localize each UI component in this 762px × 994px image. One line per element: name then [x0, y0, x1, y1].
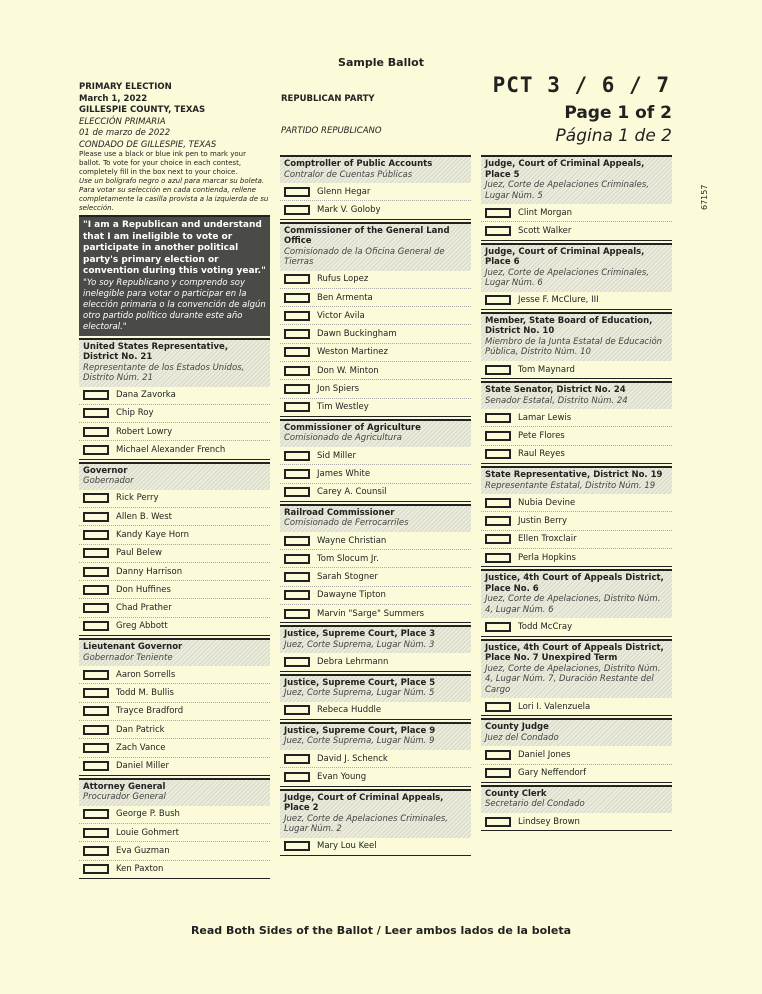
race — [481, 155, 672, 241]
vote-checkbox[interactable] — [284, 590, 310, 600]
race — [481, 785, 672, 831]
race-title: Commissioner of Agriculture — [284, 422, 421, 433]
candidate-name: James White — [317, 468, 371, 479]
candidate-name: Debra Lehrmann — [317, 656, 389, 667]
vote-checkbox[interactable] — [284, 293, 310, 303]
race — [79, 778, 270, 879]
race-header — [280, 724, 471, 750]
candidate-option[interactable] — [280, 702, 471, 720]
race-title-es: Juez, Corte de Apelaciones Criminales, Lugar Núm. 6 — [485, 267, 649, 289]
vote-checkbox[interactable] — [485, 431, 511, 441]
vote-checkbox[interactable] — [284, 384, 310, 394]
candidate-name: Don Huffines — [116, 584, 171, 595]
candidate-option[interactable] — [481, 618, 672, 636]
candidate-name: Rick Perry — [116, 493, 159, 504]
candidate-name: Clint Morgan — [518, 207, 572, 218]
candidate-name: Victor Avila — [317, 310, 365, 321]
vote-checkbox[interactable] — [284, 536, 310, 546]
race-title: Judge, Court of Criminal Appeals, Place 6 — [485, 246, 645, 268]
candidate-name: Daniel Miller — [116, 761, 169, 772]
candidate-option[interactable] — [79, 703, 270, 721]
race — [280, 674, 471, 720]
candidate-name: Don W. Minton — [317, 365, 379, 376]
election-date: March 1, 2022 — [79, 93, 148, 104]
candidate-option[interactable] — [481, 512, 672, 530]
candidate-name: Dawn Buckingham — [317, 329, 397, 340]
race-title-es: Miembro de la Junta Estatal de Educación Pública, Distrito Núm. 10 — [485, 336, 663, 358]
race-header — [280, 676, 471, 702]
candidate-option[interactable] — [481, 409, 672, 427]
candidate-name: Rebeca Huddle — [317, 705, 382, 716]
race — [79, 338, 270, 460]
race-header — [481, 720, 672, 746]
candidate-name: Eva Guzman — [116, 846, 170, 857]
race — [481, 639, 672, 717]
candidate-name: Todd M. Bullis — [116, 688, 174, 698]
party-name-es: PARTIDO REPUBLICANO — [281, 126, 382, 136]
candidate-option[interactable] — [280, 271, 471, 289]
vote-checkbox[interactable] — [284, 366, 310, 376]
candidate-name: Lori I. Valenzuela — [518, 701, 591, 712]
race-title-es: Gobernador — [83, 476, 134, 487]
candidate-name: Dana Zavorka — [116, 390, 176, 401]
vote-checkbox[interactable] — [284, 657, 310, 667]
vote-checkbox[interactable] — [284, 705, 310, 715]
vote-checkbox[interactable] — [83, 603, 109, 613]
candidate-option[interactable] — [280, 325, 471, 343]
vote-checkbox[interactable] — [485, 498, 511, 508]
vote-checkbox[interactable] — [284, 402, 310, 412]
candidate-option[interactable] — [280, 532, 471, 550]
candidate-name: Chad Prather — [116, 603, 172, 614]
candidate-name: Aaron Sorrells — [116, 669, 176, 680]
candidate-option[interactable] — [79, 490, 270, 508]
candidate-option[interactable] — [481, 746, 672, 764]
candidate-name: David J. Schenck — [317, 753, 388, 764]
race — [481, 243, 672, 310]
affirmation-es: "Yo soy Republicano y comprendo soy inelegible para votar o participar en la elección primaria o la convención de algún otro partido político durante este año electoral." — [83, 277, 266, 332]
race-title-es: Representante de los Estados Unidos, Distrito Núm. 21 — [83, 362, 245, 383]
vote-checkbox[interactable] — [83, 688, 109, 698]
candidate-option[interactable] — [79, 545, 270, 563]
race-title-es: Procurador General — [83, 792, 166, 803]
vote-checkbox[interactable] — [284, 609, 310, 619]
candidate-name: Greg Abbott — [116, 621, 168, 632]
candidate-name: Mary Lou Keel — [317, 841, 377, 852]
race-title: County Clerk — [485, 788, 547, 799]
race-title: United States Representative, District No. 21 — [83, 341, 229, 362]
candidate-name: Todd McCray — [518, 621, 573, 632]
election-county: GILLESPIE COUNTY, TEXAS — [79, 105, 206, 115]
candidate-option[interactable] — [280, 768, 471, 786]
vote-checkbox[interactable] — [485, 622, 511, 632]
candidate-option[interactable] — [280, 653, 471, 671]
race-title-es: Comisionado de Agricultura — [284, 433, 402, 444]
vote-checkbox[interactable] — [83, 548, 109, 558]
candidate-name: Perla Hopkins — [518, 552, 576, 563]
race-header — [79, 340, 270, 387]
footer-note: Read Both Sides of the Ballot / Leer ambos lados de la boleta — [190, 924, 572, 937]
page-number-es: Página 1 de 2 — [555, 126, 672, 146]
candidate-name: Glenn Hegar — [317, 186, 371, 197]
candidate-option[interactable] — [280, 484, 471, 502]
vote-checkbox[interactable] — [485, 768, 511, 778]
race-title: Judge, Court of Criminal Appeals, Place 2 — [284, 792, 444, 814]
vote-checkbox[interactable] — [485, 516, 511, 526]
vote-checkbox[interactable] — [83, 530, 109, 540]
race — [481, 312, 672, 379]
vote-checkbox[interactable] — [284, 487, 310, 497]
race-title: Lieutenant Governor — [83, 642, 183, 653]
race-title-es: Gobernador Teniente — [83, 652, 173, 663]
candidate-name: Sid Miller — [317, 450, 356, 461]
race — [481, 466, 672, 567]
candidate-option[interactable] — [280, 183, 471, 201]
candidate-option[interactable] — [280, 465, 471, 483]
candidate-name: Marvin "Sarge" Summers — [317, 608, 425, 619]
candidate-option[interactable] — [481, 698, 672, 716]
race-header — [280, 224, 471, 271]
candidate-option[interactable] — [280, 307, 471, 325]
page-number: Page 1 of 2 — [564, 103, 672, 123]
race-title: State Representative, District No. 19 — [485, 470, 663, 481]
race-header — [481, 383, 672, 409]
candidate-option[interactable] — [481, 222, 672, 240]
candidate-option[interactable] — [79, 526, 270, 544]
race-header — [280, 627, 471, 653]
vote-checkbox[interactable] — [83, 761, 109, 771]
vote-checkbox[interactable] — [284, 187, 310, 197]
race-header — [280, 157, 471, 183]
race-title: Justice, Supreme Court, Place 5 — [284, 677, 436, 688]
candidate-option[interactable] — [481, 204, 672, 222]
candidate-name: Mark V. Goloby — [317, 204, 381, 215]
candidate-name: Evan Young — [317, 771, 367, 782]
race-title-es: Juez, Corte de Apelaciones Criminales, Lugar Núm. 2 — [284, 813, 448, 835]
vote-checkbox[interactable] — [284, 329, 310, 339]
race-title-es: Juez, Corte Suprema, Lugar Núm. 5 — [284, 688, 435, 699]
candidate-name: Raul Reyes — [518, 449, 565, 460]
candidate-name: Daniel Jones — [518, 750, 571, 760]
candidate-name: Ben Armenta — [317, 292, 373, 303]
vote-checkbox[interactable] — [83, 567, 109, 577]
race-title: Justice, Supreme Court, Place 9 — [284, 725, 436, 736]
vote-checkbox[interactable] — [83, 846, 109, 856]
candidate-option[interactable] — [280, 605, 471, 623]
candidate-name: Nubia Devine — [518, 497, 576, 508]
candidate-name: Ellen Troxclair — [518, 534, 577, 545]
candidate-name: Dawayne Tipton — [317, 590, 386, 601]
race-header — [481, 641, 672, 699]
race-header — [79, 464, 270, 490]
vote-checkbox[interactable] — [485, 702, 511, 712]
candidate-name: Allen B. West — [116, 511, 172, 522]
party-info — [281, 94, 471, 136]
candidate-name: Dan Patrick — [116, 724, 165, 735]
vote-checkbox[interactable] — [83, 585, 109, 595]
race-title-es: Comisionado de la Oficina General de Tierras — [284, 246, 445, 268]
vote-checkbox[interactable] — [83, 809, 109, 819]
vote-checkbox[interactable] — [284, 274, 310, 284]
race — [280, 504, 471, 623]
candidate-option[interactable] — [79, 758, 270, 776]
candidate-option[interactable] — [280, 344, 471, 362]
vote-checkbox[interactable] — [485, 750, 511, 760]
race-title-es: Comisionado de Ferrocarriles — [284, 518, 409, 529]
vote-checkbox[interactable] — [485, 226, 511, 236]
vote-checkbox[interactable] — [485, 295, 511, 305]
candidate-option[interactable] — [79, 806, 270, 824]
race-title: Attorney General — [83, 781, 166, 792]
candidate-option[interactable] — [79, 423, 270, 441]
race-title: Comptroller of Public Accounts — [284, 159, 433, 169]
candidate-option[interactable] — [280, 550, 471, 568]
race-title-es: Juez del Condado — [485, 732, 559, 743]
candidate-name: Pete Flores — [518, 431, 565, 442]
election-name-es: ELECCIÓN PRIMARIA — [79, 116, 166, 127]
instructions-es: Use un bolígrafo negro o azul para marcar su boleta. Para votar su selección en cada contienda, rellene completamente la casilla provista a la izquierda de su selección. — [79, 177, 269, 212]
race-title-es: Juez, Corte Suprema, Lugar Núm. 9 — [284, 736, 435, 747]
candidate-option[interactable] — [79, 842, 270, 860]
race-title-es: Contralor de Cuentas Públicas — [284, 169, 413, 180]
race-header — [280, 506, 471, 532]
race-header — [79, 780, 270, 806]
race-header — [481, 468, 672, 494]
party-name: REPUBLICAN PARTY — [281, 94, 375, 104]
candidate-option[interactable] — [79, 563, 270, 581]
vote-checkbox[interactable] — [83, 445, 109, 455]
race-header — [481, 314, 672, 361]
candidate-name: Zach Vance — [116, 742, 166, 753]
candidate-option[interactable] — [79, 581, 270, 599]
vote-checkbox[interactable] — [284, 772, 310, 782]
ballot-column-3 — [481, 153, 672, 831]
race-header — [280, 791, 471, 838]
candidate-option[interactable] — [481, 765, 672, 783]
candidate-option[interactable] — [79, 441, 270, 459]
vote-checkbox[interactable] — [485, 553, 511, 563]
race-header — [481, 787, 672, 813]
vote-checkbox[interactable] — [284, 554, 310, 564]
candidate-option[interactable] — [79, 824, 270, 842]
race — [79, 462, 270, 636]
race-header — [79, 640, 270, 666]
race-title: County Judge — [485, 722, 549, 733]
candidate-name: Ken Paxton — [116, 864, 164, 875]
candidate-name: Carey A. Counsil — [317, 487, 387, 498]
vote-checkbox[interactable] — [284, 469, 310, 479]
race-header — [481, 157, 672, 204]
vote-checkbox[interactable] — [83, 493, 109, 503]
race — [481, 381, 672, 464]
vote-checkbox[interactable] — [83, 725, 109, 735]
candidate-name: Robert Lowry — [116, 426, 173, 437]
candidate-name: Lamar Lewis — [518, 412, 572, 423]
candidate-option[interactable] — [280, 362, 471, 380]
vote-checkbox[interactable] — [284, 311, 310, 321]
vote-checkbox[interactable] — [83, 512, 109, 522]
race — [280, 789, 471, 856]
candidate-name: Tom Slocum Jr. — [317, 553, 379, 564]
candidate-name: Gary Neffendorf — [518, 768, 587, 779]
side-code: 67157 — [700, 184, 709, 210]
race-title-es: Juez, Corte de Apelaciones, Distrito Núm. 4, Lugar Núm. 6 — [485, 594, 661, 615]
race-title: Commissioner of the General Land Office — [284, 225, 450, 247]
vote-checkbox[interactable] — [83, 864, 109, 874]
candidate-option[interactable] — [280, 568, 471, 586]
vote-checkbox[interactable] — [284, 347, 310, 357]
election-date-es: 01 de marzo de 2022 — [79, 128, 171, 138]
instructions-en: Please use a black or blue ink pen to mark your ballot. To vote for your choice in each contest, completely fill in the box next to your choice. — [79, 150, 246, 176]
candidate-option[interactable] — [79, 618, 270, 636]
vote-checkbox[interactable] — [83, 408, 109, 418]
race-title: State Senator, District No. 24 — [485, 385, 626, 396]
candidate-name: Scott Walker — [518, 225, 572, 236]
vote-checkbox[interactable] — [485, 534, 511, 544]
race-title: Justice, Supreme Court, Place 3 — [284, 629, 436, 640]
race-title: Member, State Board of Education, District No. 10 — [485, 315, 653, 337]
candidate-option[interactable] — [79, 387, 270, 405]
candidate-option[interactable] — [481, 361, 672, 379]
candidate-name: Rufus Lopez — [317, 274, 369, 285]
candidate-option[interactable] — [280, 289, 471, 307]
candidate-name: Jon Spiers — [317, 384, 360, 395]
candidate-option[interactable] — [280, 380, 471, 398]
candidate-name: Tim Westley — [317, 402, 369, 413]
candidate-option[interactable] — [79, 739, 270, 757]
vote-checkbox[interactable] — [485, 413, 511, 423]
ballot-column-1 — [79, 150, 270, 879]
race-title: Railroad Commissioner — [284, 507, 395, 518]
race — [280, 222, 471, 417]
race-title: Governor — [83, 465, 128, 476]
candidate-name: Trayce Bradford — [116, 706, 184, 717]
candidate-option[interactable] — [79, 684, 270, 702]
vote-checkbox[interactable] — [284, 451, 310, 461]
candidate-option[interactable] — [79, 666, 270, 684]
election-name: PRIMARY ELECTION — [79, 82, 172, 92]
vote-checkbox[interactable] — [284, 754, 310, 764]
race-header — [280, 421, 471, 447]
candidate-option[interactable] — [481, 549, 672, 567]
candidate-option[interactable] — [481, 446, 672, 464]
race-title: Judge, Court of Criminal Appeals, Place 5 — [485, 159, 645, 180]
race-header — [481, 245, 672, 292]
sample-ballot-title: Sample Ballot — [338, 56, 424, 69]
candidate-option[interactable] — [79, 721, 270, 739]
candidate-name: Lindsey Brown — [518, 816, 580, 827]
vote-checkbox[interactable] — [284, 572, 310, 582]
candidate-option[interactable] — [481, 813, 672, 831]
ballot-column-2 — [280, 153, 471, 856]
candidate-option[interactable] — [280, 587, 471, 605]
vote-checkbox[interactable] — [83, 706, 109, 716]
candidate-name: Louie Gohmert — [116, 827, 179, 838]
candidate-option[interactable] — [280, 201, 471, 219]
candidate-name: Paul Belew — [116, 548, 163, 559]
election-county-es: CONDADO DE GILLESPIE, TEXAS — [79, 139, 217, 150]
race-title-es: Secretario del Condado — [485, 799, 585, 810]
candidate-option[interactable] — [481, 494, 672, 512]
precinct-label: PCT 3 / 6 / 7 — [492, 73, 670, 97]
race — [79, 638, 270, 776]
race-title-es: Juez, Corte Suprema, Lugar Núm. 3 — [284, 639, 435, 650]
race-title-es: Representante Estatal, Distrito Núm. 19 — [485, 480, 656, 491]
race — [280, 722, 471, 787]
candidate-name: Weston Martinez — [317, 347, 388, 358]
vote-checkbox[interactable] — [83, 670, 109, 680]
candidate-option[interactable] — [481, 427, 672, 445]
candidate-option[interactable] — [79, 861, 270, 879]
vote-checkbox[interactable] — [485, 208, 511, 218]
vote-checkbox[interactable] — [83, 828, 109, 838]
election-info — [79, 82, 269, 151]
race — [280, 419, 471, 502]
candidate-option[interactable] — [79, 508, 270, 526]
candidate-option[interactable] — [79, 405, 270, 423]
vote-checkbox[interactable] — [485, 817, 511, 827]
races-column-3 — [481, 155, 672, 831]
vote-checkbox[interactable] — [83, 621, 109, 631]
race — [280, 155, 471, 220]
candidate-name: Wayne Christian — [317, 535, 387, 546]
vote-checkbox[interactable] — [485, 365, 511, 375]
race-title-es: Senador Estatal, Distrito Núm. 24 — [485, 395, 628, 406]
candidate-name: Justin Berry — [518, 516, 568, 527]
race-title-es: Juez, Corte de Apelaciones Criminales, Lugar Núm. 5 — [485, 180, 649, 201]
vote-checkbox[interactable] — [83, 390, 109, 400]
candidate-option[interactable] — [481, 292, 672, 310]
instructions — [79, 150, 270, 213]
candidate-name: Tom Maynard — [518, 364, 575, 375]
race-title: Justice, 4th Court of Appeals District, Place No. 6 — [485, 573, 664, 594]
candidate-option[interactable] — [280, 447, 471, 465]
race-title: Justice, 4th Court of Appeals District, Place No. 7 Unexpired Term — [485, 642, 664, 664]
race — [481, 569, 672, 636]
races-column-1 — [79, 338, 270, 880]
vote-checkbox[interactable] — [83, 743, 109, 753]
vote-checkbox[interactable] — [485, 449, 511, 459]
candidate-name: George P. Bush — [116, 809, 180, 820]
races-column-2 — [280, 155, 471, 856]
race-title-es: Juez, Corte de Apelaciones, Distrito Núm. 4, Lugar Núm. 7, Duración Restante del Cargo — [485, 663, 661, 695]
candidate-name: Danny Harrison — [116, 566, 183, 577]
vote-checkbox[interactable] — [284, 841, 310, 851]
candidate-name: Jesse F. McClure, III — [518, 295, 599, 306]
race-header — [481, 571, 672, 618]
candidate-option[interactable] — [280, 750, 471, 768]
candidate-option[interactable] — [280, 838, 471, 856]
vote-checkbox[interactable] — [83, 427, 109, 437]
race — [481, 718, 672, 783]
race — [280, 625, 471, 671]
candidate-name: Sarah Stogner — [317, 572, 378, 583]
candidate-option[interactable] — [79, 599, 270, 617]
candidate-option[interactable] — [280, 399, 471, 417]
candidate-name: Michael Alexander French — [116, 445, 226, 456]
vote-checkbox[interactable] — [284, 205, 310, 215]
party-affirmation — [79, 215, 270, 336]
candidate-option[interactable] — [481, 531, 672, 549]
candidate-name: Kandy Kaye Horn — [116, 529, 190, 540]
candidate-name: Chip Roy — [116, 408, 154, 419]
affirmation-en: "I am a Republican and understand that I am ineligible to vote or participate in another political party's primary election or convention during this voting year." — [83, 220, 266, 276]
